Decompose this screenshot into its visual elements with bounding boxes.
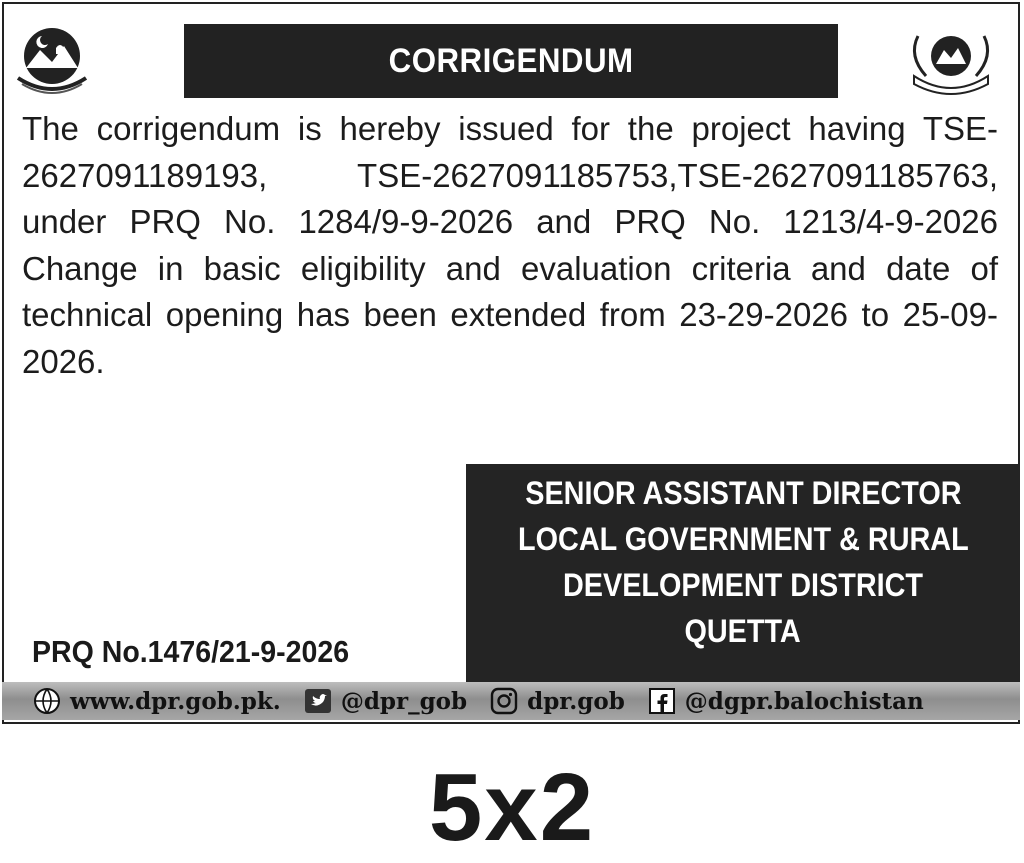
corrigendum-paragraph: The corrigendum is hereby issued for the project having TSE-2627091189193, TSE-2627091185753,TSE-2627091185763, under PRQ No. 1284/9-9-2026 and PRQ No. 1213/4-9-2026 Change in basic eligibility and evaluation criteria and date of technical opening has been extended from 23-29-2026 to 25-09-2026.	[22, 110, 998, 380]
corrigendum-body	[22, 106, 998, 385]
twitter-icon	[303, 686, 333, 716]
ad-size-label: 5x2	[428, 754, 596, 861]
title-bar	[184, 24, 838, 98]
signature-department: LOCAL GOVERNMENT & RURAL	[517, 521, 969, 557]
facebook-link[interactable]	[647, 686, 924, 716]
page-title: CORRIGENDUM	[388, 41, 634, 80]
social-footer	[2, 682, 1020, 720]
twitter-handle: @dpr_gob	[340, 687, 468, 715]
signature-designation: SENIOR ASSISTANT DIRECTOR	[524, 475, 962, 511]
facebook-handle: @dgpr.balochistan	[684, 687, 924, 715]
signature-district: DEVELOPMENT DISTRICT	[562, 567, 923, 603]
instagram-handle: dpr.gob	[527, 687, 625, 715]
globe-icon	[32, 686, 62, 716]
twitter-link[interactable]	[303, 686, 467, 716]
instagram-icon	[489, 686, 519, 716]
prq-reference: PRQ No.1476/21-9-2026	[32, 634, 350, 669]
signature-city: QUETTA	[684, 613, 802, 649]
signature-block	[466, 464, 1020, 684]
instagram-link[interactable]	[489, 686, 625, 716]
website-text: www.dpr.gob.pk.	[70, 687, 281, 715]
balochistan-emblem-right-logo	[906, 26, 996, 103]
balochistan-emblem-left-logo	[12, 22, 92, 107]
facebook-icon	[647, 686, 677, 716]
website-link[interactable]	[32, 686, 281, 716]
